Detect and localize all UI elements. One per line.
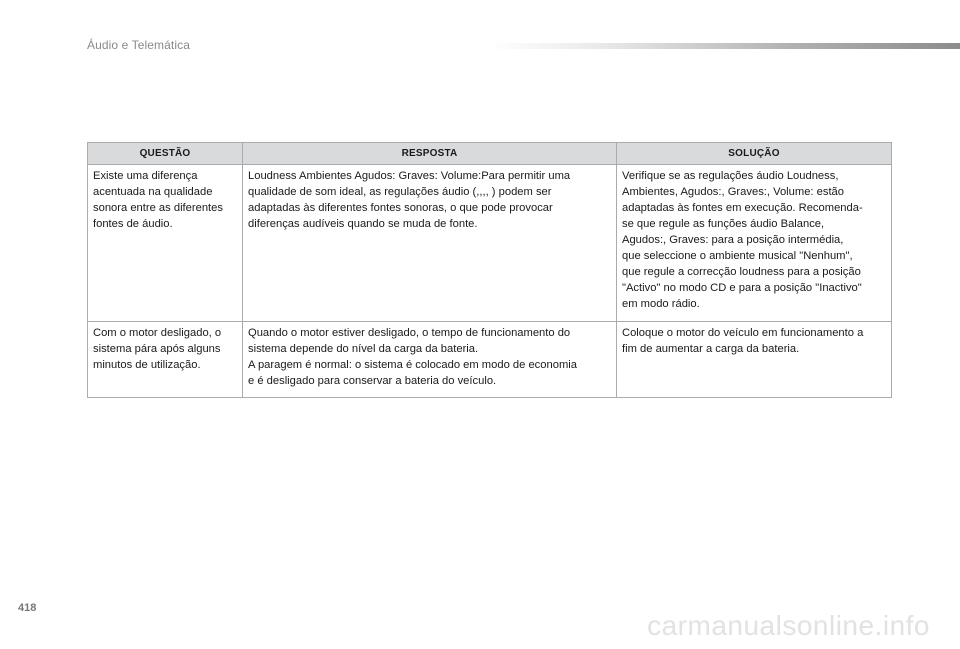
answer-cell: Loudness Ambientes Agudos: Graves: Volume:Para permitir uma qualidade de som ideal, as regulações áudio (,,,, ) podem ser adaptadas às diferentes fontes sonoras, o que pode provocar diferenças audíveis quando se muda de fonte. — [243, 165, 617, 322]
solution-cell: Verifique se as regulações áudio Loudness, Ambientes, Agudos:, Graves:, Volume: estão adaptadas às fontes em execução. Recomenda- se que regule as funções áudio Balance, Agudos:, Graves: para a posição intermédia, que seleccione o ambiente musical "Nenhum", que regule a correcção loudness para a posição "Activo" no modo CD e para a posição "Inactivo" em modo rádio. — [617, 165, 892, 322]
column-header-questao: QUESTÃO — [88, 143, 243, 165]
table-row — [88, 322, 892, 398]
question-cell: Com o motor desligado, o sistema pára após alguns minutos de utilização. — [88, 322, 243, 398]
troubleshooting-table — [87, 142, 892, 398]
watermark: carmanualsonline.info — [647, 610, 930, 641]
table-header-row — [88, 143, 892, 165]
question-cell: Existe uma diferença acentuada na qualidade sonora entre as diferentes fontes de áudio. — [88, 165, 243, 322]
column-header-resposta: RESPOSTA — [243, 143, 617, 165]
header-gradient-bar — [488, 43, 960, 49]
table-row — [88, 165, 892, 322]
section-title: Áudio e Telemática — [87, 38, 190, 52]
solution-cell: Coloque o motor do veículo em funcionamento a fim de aumentar a carga da bateria. — [617, 322, 892, 398]
answer-cell: Quando o motor estiver desligado, o tempo de funcionamento do sistema depende do nível da carga da bateria. A paragem é normal: o sistema é colocado em modo de economia e é desligado para conservar a bateria do veículo. — [243, 322, 617, 398]
page-number: 418 — [18, 602, 37, 614]
column-header-solucao: SOLUÇÃO — [617, 143, 892, 165]
